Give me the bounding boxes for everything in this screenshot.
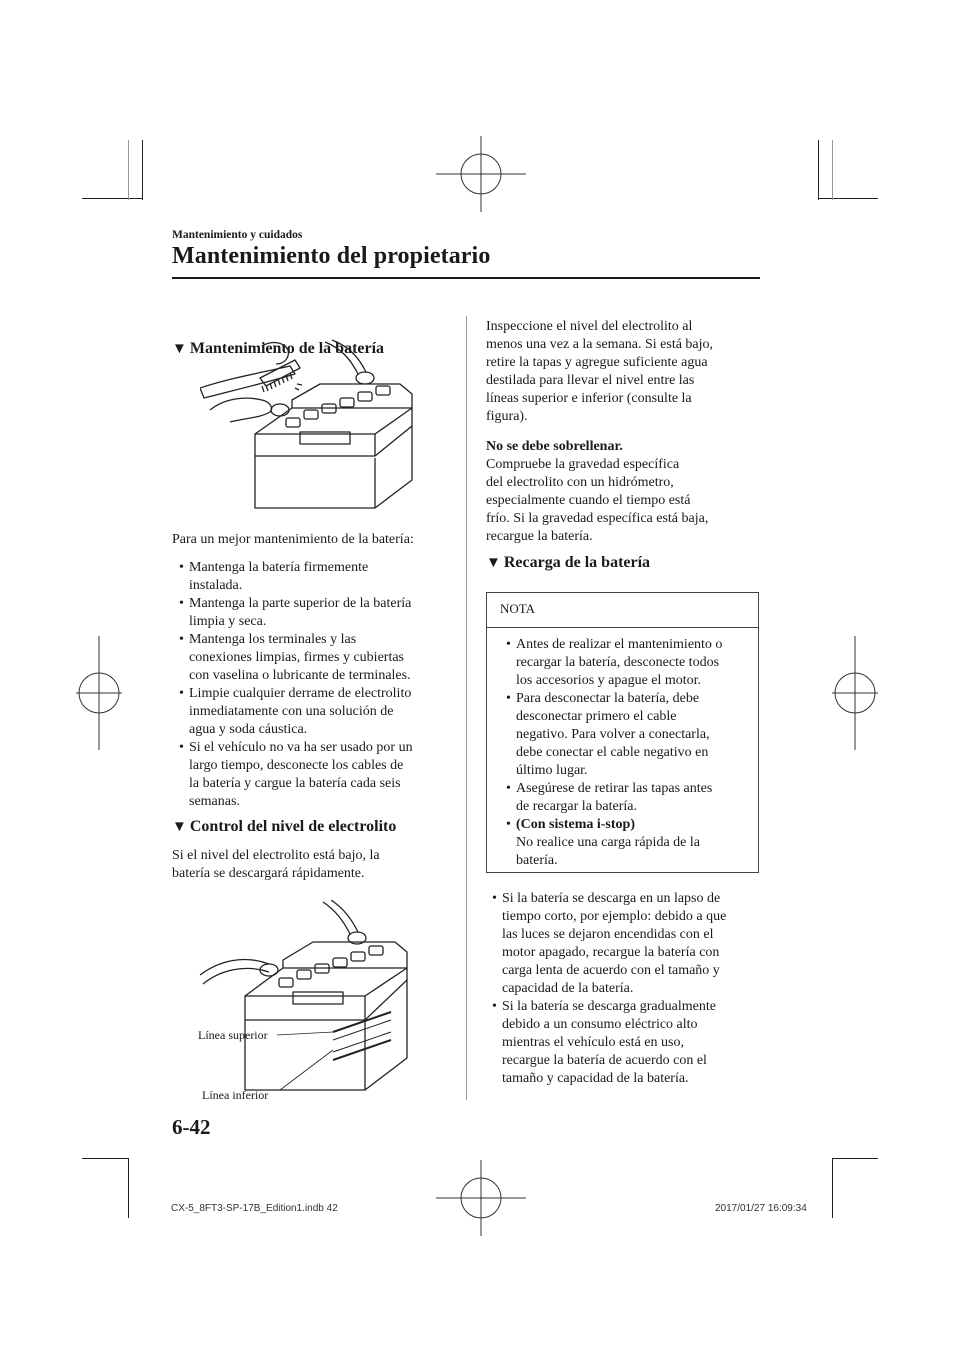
note-title: NOTA [487,593,758,628]
electrolyte-text: Si el nivel del electrolito está bajo, la batería se descargará rápidamente. [172,848,380,881]
list-item: • Limpie cualquier derrame de electrolito inmediatamente con una solución de agua y soda cáustica. [179,686,412,737]
footer-timestamp: 2017/01/27 16:09:34 [715,1203,807,1214]
list-item: • Mantenga la parte superior de la batería limpia y seca. [179,596,412,629]
list-item: • Para desconectar la batería, debe desconectar primero el cable negativo. Para volver a conectarla, debe conectar el cable negativo en último lugar. [506,691,710,778]
triangle-down-icon: ▼ [172,340,187,357]
registration-mark [832,636,878,750]
heading-battery-recharge: ▼ Recarga de la batería [486,554,651,571]
battery-cleaning-illustration [200,338,425,516]
maintenance-list [174,559,459,811]
list-item: • Si el vehículo no va ha ser usado por un largo tiempo, desconecte los cables de la batería y cargue la batería cada seis semanas. [179,740,413,809]
heading-electrolyte-control: ▼ Control del nivel de electrolito [172,818,397,835]
list-item: • (Con sistema i-stop) No realice una carga rápida de la batería. [506,817,700,868]
recharge-list [487,890,762,1088]
section-label: Mantenimiento y cuidados [172,229,303,241]
crop-mark [832,140,833,200]
note-list [501,636,753,870]
crop-mark [128,140,129,200]
crop-mark [832,1158,878,1159]
electrolyte-level-illustration [195,900,430,1105]
list-item: • Antes de realizar el mantenimiento o recargar la batería, desconecte todos los accesorios y apague el motor. [506,637,723,688]
list-item: • Mantenga la batería firmemente instalada. [179,560,369,593]
crop-mark [82,198,142,199]
list-item: • Mantenga los terminales y las conexiones limpias, firmes y cubiertas con vaselina o lubricante de terminales. [179,632,411,683]
overfill-warning: No se debe sobrellenar. [486,439,623,454]
heading-battery-maintenance: ▼ Mantenimiento de la batería [172,340,385,357]
column-divider [466,316,467,1100]
page-number: 6-42 [172,1115,211,1139]
list-item: • Si la batería se descarga en un lapso de tiempo corto, por ejemplo: debido a que las luces se dejaron encendidas con el motor apagado, recargue la batería con carga lenta de acuerdo con el tamaño y capacidad de la batería. [492,891,727,996]
gravity-text: No se debe sobrellenar. Compruebe la gravedad específica del electrolito con un hidrómetro, especialmente cuando el tiempo está frío. Si la gravedad específica está baja, recargue la batería. [486,439,709,544]
registration-mark [436,136,526,212]
footer-file: CX-5_8FT3-SP-17B_Edition1.indb 42 [171,1203,338,1214]
crop-mark [128,1158,129,1218]
triangle-down-icon: ▼ [172,818,187,835]
crop-mark [832,1158,833,1218]
title-rule [172,277,760,279]
intro-text: Para un mejor mantenimiento de la batería: [172,532,414,547]
list-item: • Asegúrese de retirar las tapas antes de recargar la batería. [506,781,713,814]
crop-mark [818,198,878,199]
crop-mark [818,140,819,200]
inspect-text: Inspeccione el nivel del electrolito al menos una vez a la semana. Si está bajo, retire la tapas y agregue suficiente agua destilada para llevar el nivel entre las líneas superior e inferior (consulte la figura). [486,319,714,424]
list-item: • Si la batería se descarga gradualmente debido a un consumo eléctrico alto mientras el vehículo está en uso, recargue la batería de acuerdo con el tamaño y capacidad de la batería. [492,999,716,1086]
page-title: Mantenimiento del propietario [172,243,491,269]
triangle-down-icon: ▼ [486,554,501,571]
label-lower-line: Línea inferior [202,1088,269,1102]
crop-mark [82,1158,128,1159]
note-box [486,592,759,873]
registration-mark [436,1160,526,1236]
registration-mark [76,636,122,750]
crop-mark [142,140,143,200]
label-upper-line: Línea superior [198,1028,268,1042]
